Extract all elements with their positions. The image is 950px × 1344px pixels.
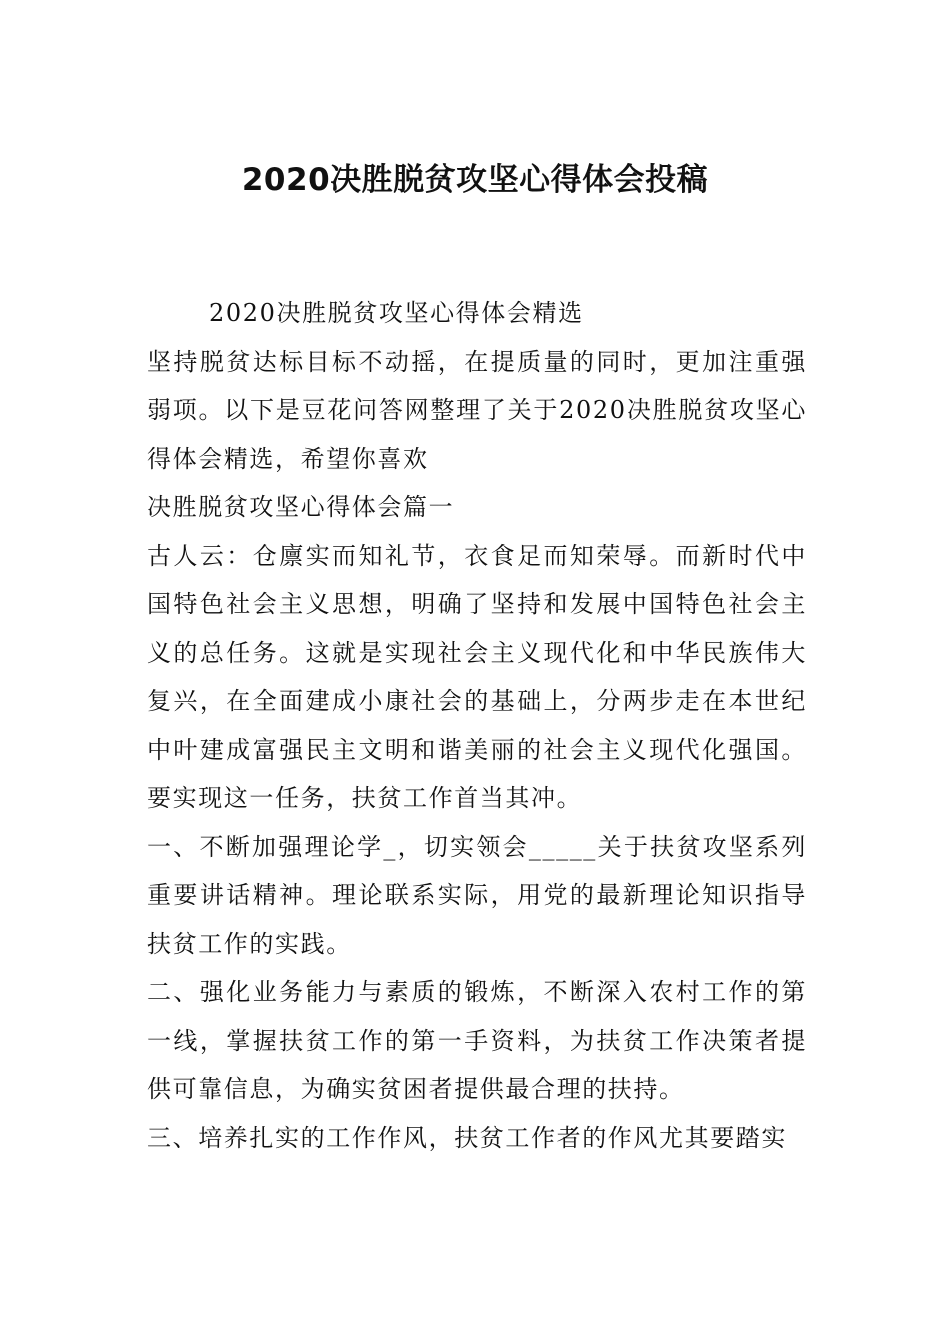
list-item-3: 三、培养扎实的工作作风，扶贫工作者的作风尤其要踏实	[147, 1123, 787, 1152]
intro-paragraph: 坚持脱贫达标目标不动摇，在提质量的同时，更加注重强弱项。以下是豆花问答网整理了关于2020决胜脱贫攻坚心得体会精选，希望你喜欢	[147, 347, 807, 473]
body-paragraph: 古人云：仓廪实而知礼节，衣食足而知荣辱。而新时代中国特色社会主义思想，明确了坚持和发展中国特色社会主义的总任务。这就是实现社会主义现代化和中华民族伟大复兴，在全面建成小康社会的基础上，分两步走在本世纪中叶建成富强民主文明和谐美丽的社会主义现代化强国。要实现这一任务，扶贫工作首当其冲。	[147, 541, 807, 812]
section-subtitle: 2020决胜脱贫攻坚心得体会精选	[209, 299, 584, 327]
list-item-2: 二、强化业务能力与素质的锻炼，不断深入农村工作的第一线，掌握扶贫工作的第一手资料，为扶贫工作决策者提供可靠信息，为确实贫困者提供最合理的扶持。	[147, 978, 807, 1103]
chapter-heading: 决胜脱贫攻坚心得体会篇一	[147, 493, 455, 521]
list-item-1: 一、不断加强理论学_，切实领会_____关于扶贫攻坚系列重要讲话精神。理论联系实际，用党的最新理论知识指导扶贫工作的实践。	[147, 832, 807, 958]
document-title: 2020决胜脱贫攻坚心得体会投稿	[241, 162, 709, 198]
document-body	[147, 289, 807, 1162]
